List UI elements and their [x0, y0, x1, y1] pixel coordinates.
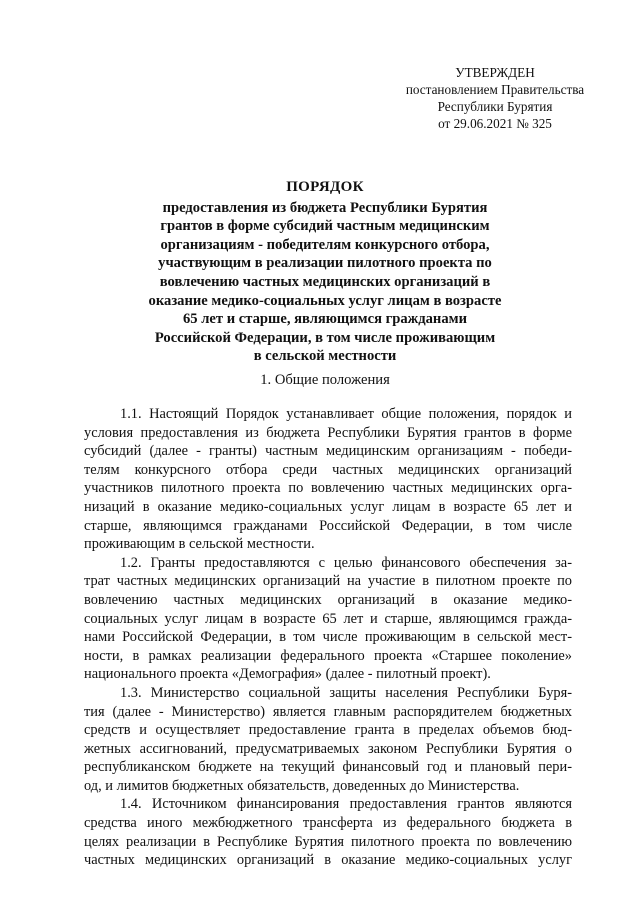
text-line: средств и осуществляет предоставление гранта в пределах объемов бюд-: [84, 722, 572, 739]
paragraph-1-3: [84, 684, 572, 796]
title-line: предоставления из бюджета Республики Бурятия: [162, 199, 488, 216]
text-line: республиканском бюджете на текущий финансовый год и плановый пери-: [84, 759, 572, 776]
title-line: Российской Федерации, в том числе проживающим: [154, 329, 496, 346]
title-line: 65 лет и старше, являющимся гражданами: [183, 311, 467, 328]
title-heading: ПОРЯДОК: [286, 179, 364, 195]
text-line: национального проекта «Демография» (далее - пилотный проект).: [84, 666, 491, 683]
text-line: 1.3. Министерство социальной защиты населения Республики Буря-: [120, 684, 572, 701]
text-line: ности, в рамках реализации федерального проекта «Старшее поколение»: [84, 647, 572, 664]
text-line: частных медицинских организаций в оказание медико-социальных услуг: [84, 852, 572, 869]
text-line: целях реализации в Республике Бурятия пилотного проекта по вовлечению: [84, 833, 572, 850]
section-heading: 1. Общие положения: [260, 372, 390, 388]
title-line: оказание медико-социальных услуг лицам в возрасте: [148, 292, 502, 309]
text-line: низаций в оказание медико-социальных услуг лицам в возрасте 65 лет и: [84, 498, 572, 515]
approval-line: постановлением Правительства: [405, 82, 585, 97]
text-line: проживающим в сельской местности.: [84, 536, 315, 553]
paragraph-1-1: [84, 405, 572, 554]
text-line: трат частных медицинских организаций на участие в пилотном проекте по: [84, 573, 572, 590]
text-line: социальных услуг лицам в возрасте 65 лет и старше, являющимся гражда-: [84, 610, 572, 627]
text-line: участников пилотного проекта по вовлечению частных медицинских орга-: [84, 480, 572, 497]
approval-line: Республики Бурятия: [437, 99, 553, 114]
document-title: [110, 178, 540, 366]
text-line: од, и лимитов бюджетных обязательств, доведенных до Министерства.: [84, 777, 520, 794]
approval-stamp: [395, 64, 595, 132]
text-line: тия (далее - Министерство) является главным распорядителем бюджетных: [84, 703, 572, 720]
document-body: [84, 405, 572, 870]
approval-line: УТВЕРЖДЕН: [455, 65, 535, 80]
text-line: нами Российской Федерации, в том числе проживающим в сельской мест-: [84, 629, 572, 646]
text-line: субсидий (далее - гранты) частным медицинским организациям - победи-: [84, 443, 572, 460]
title-line: вовлечению частных медицинских организаций в: [159, 273, 491, 290]
text-line: старше, являющимся гражданами Российской Федерации, в том числе: [84, 517, 572, 534]
text-line: 1.2. Гранты предоставляются с целью финансового обеспечения за-: [120, 554, 572, 571]
approval-line: от 29.06.2021 № 325: [438, 116, 552, 131]
paragraph-1-4: [84, 795, 572, 869]
title-line: организациям - победителям конкурсного отбора,: [160, 236, 490, 253]
text-line: вовлечению частных медицинских организаций в оказание медико-: [84, 591, 572, 608]
text-line: средства иного межбюджетного трансферта из федерального бюджета в: [84, 815, 572, 832]
title-line: грантов в форме субсидий частным медицинским: [160, 218, 490, 235]
title-line: в сельской местности: [253, 348, 397, 365]
text-line: жетных ассигнований, предусматриваемых законом Республики Бурятия о: [84, 740, 572, 757]
text-line: 1.4. Источником финансирования предоставления грантов являются: [120, 796, 572, 813]
text-line: условия предоставления из бюджета Республики Бурятия грантов в форме: [84, 424, 572, 441]
paragraph-1-2: [84, 554, 572, 684]
text-line: 1.1. Настоящий Порядок устанавливает общие положения, порядок и: [120, 406, 572, 422]
title-line: участвующим в реализации пилотного проекта по: [158, 255, 492, 272]
text-line: телям конкурсного отбора среди частных медицинских организаций: [84, 461, 572, 478]
